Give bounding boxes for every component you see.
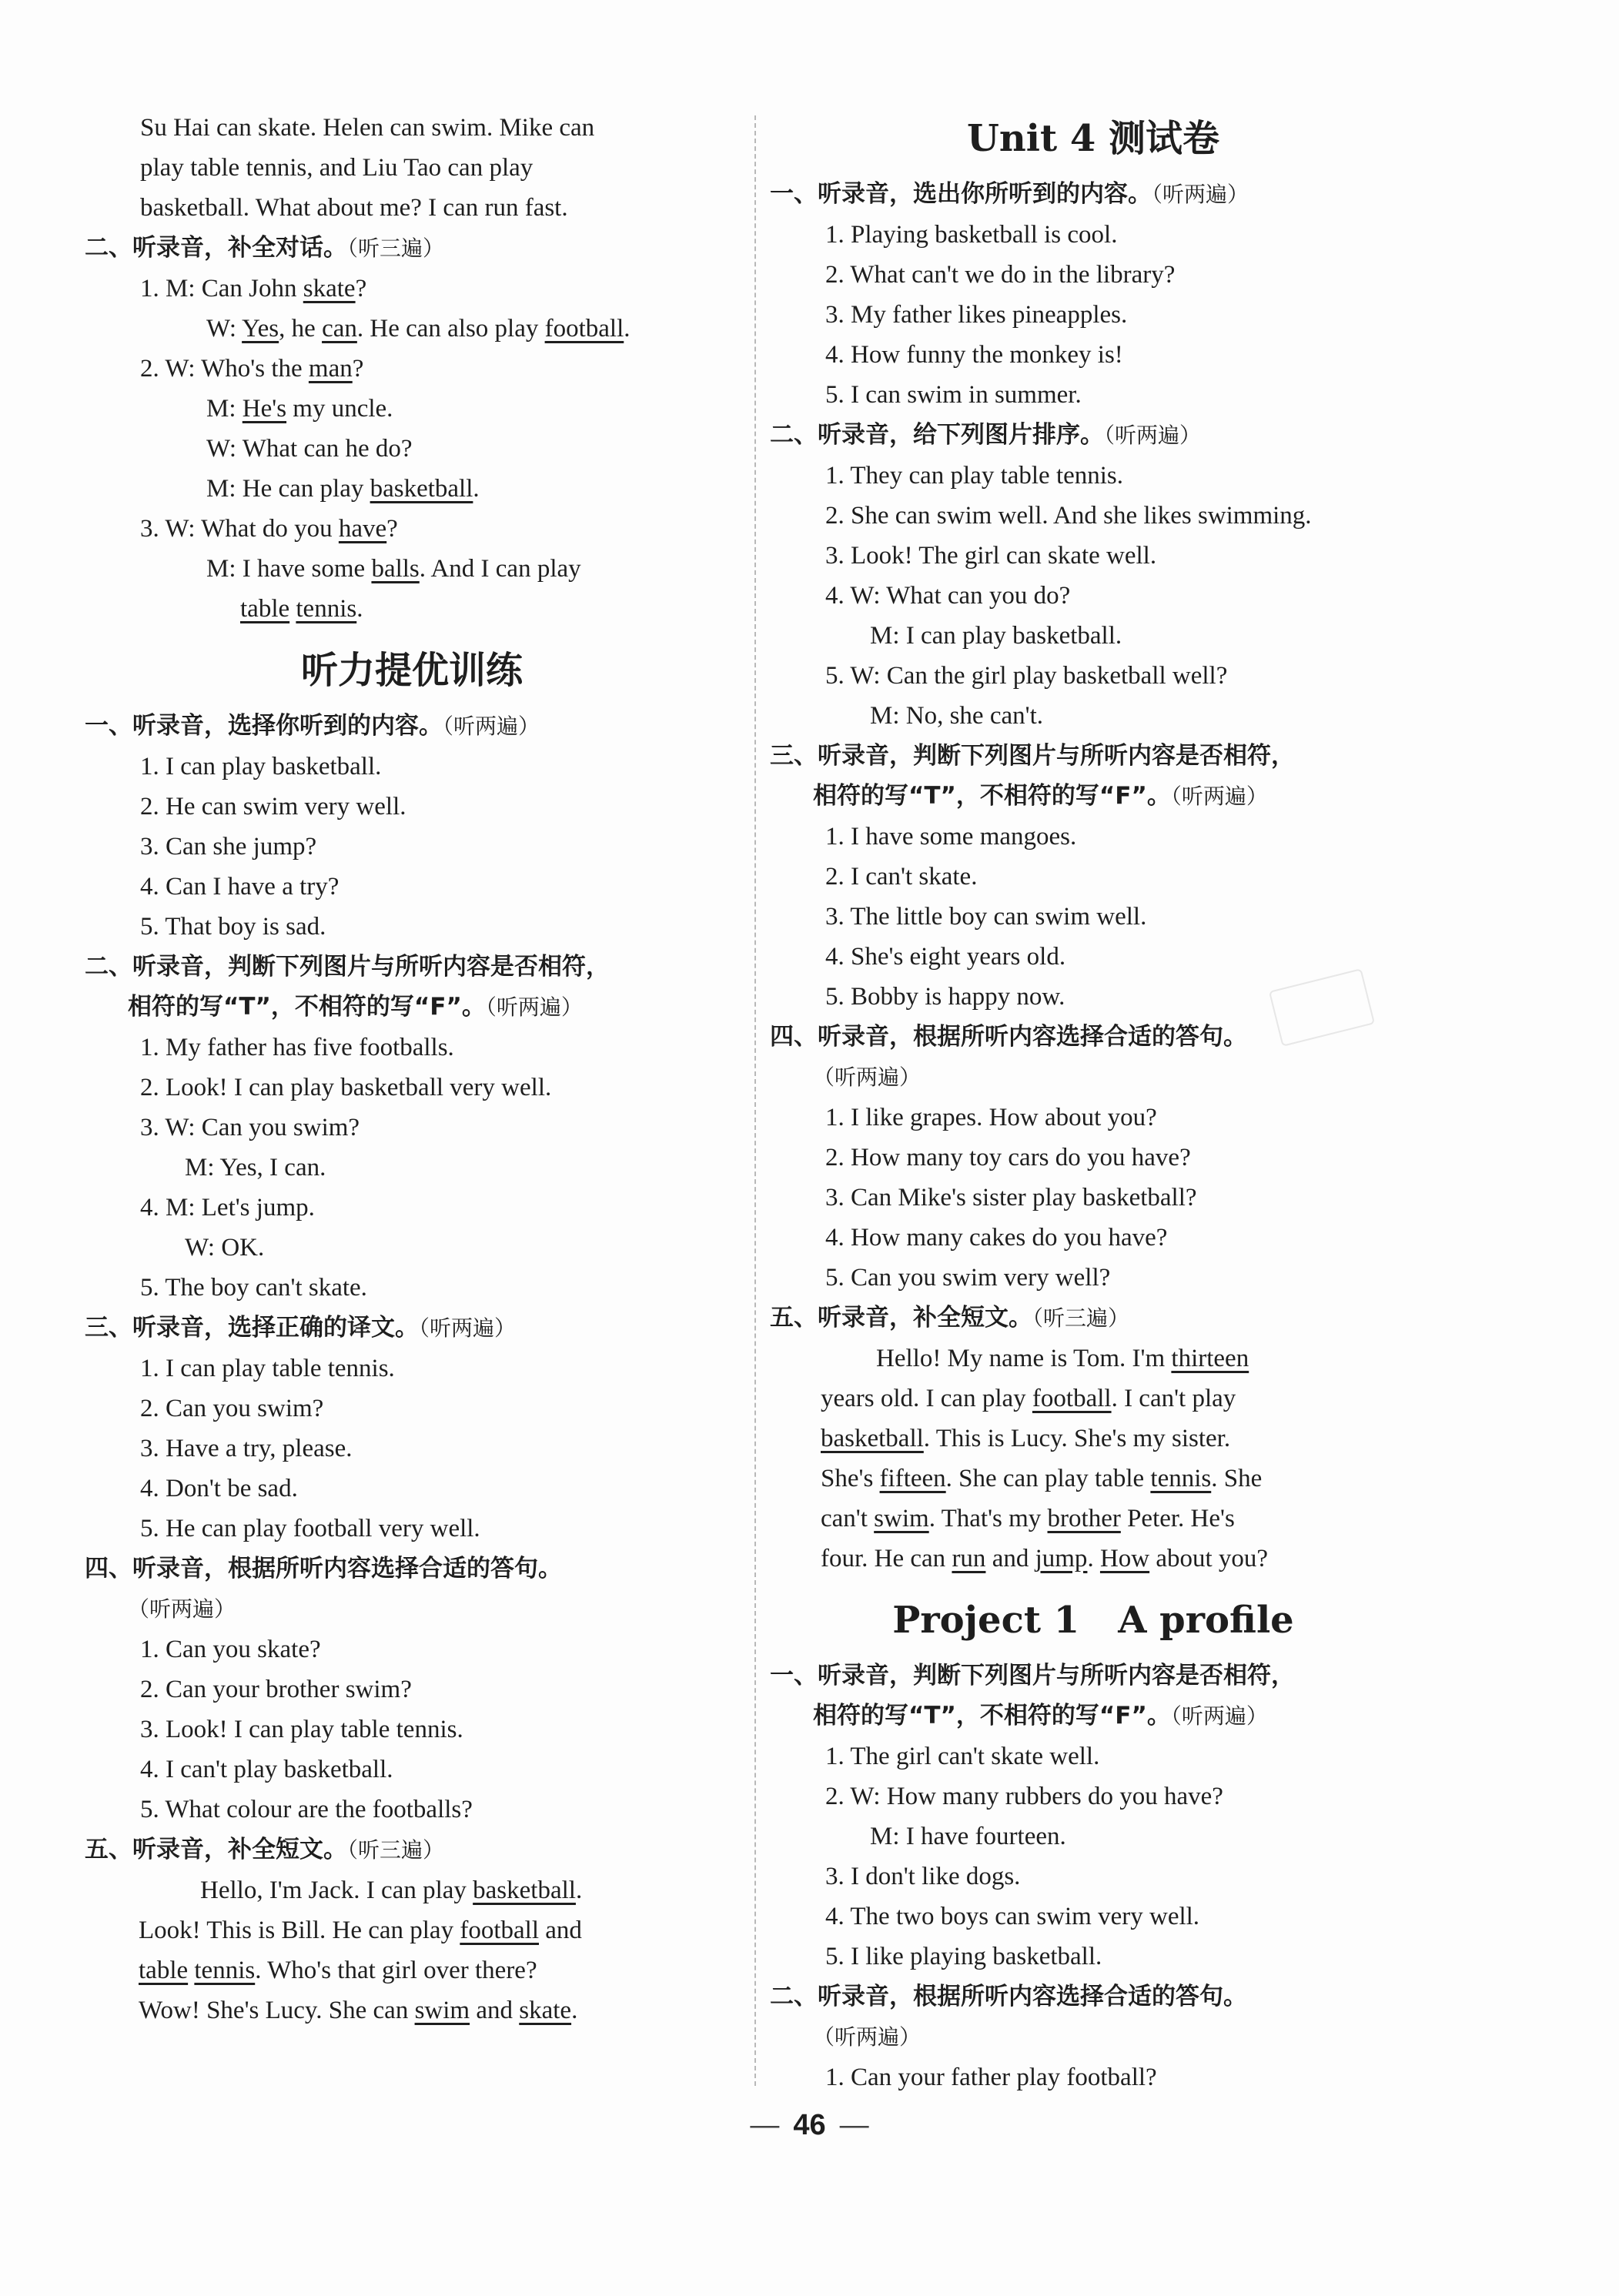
list-item: 5. The boy can't skate. <box>140 1274 367 1302</box>
list-item: 1. I can play table tennis. <box>140 1355 395 1382</box>
list-item: 1. They can play table tennis. <box>825 462 1124 490</box>
dialogue-line: 2. W: Who's the man? <box>140 355 364 383</box>
list-item: 4. I can't play basketball. <box>140 1756 393 1783</box>
section-heading: 三、听录音，选择正确的译文。（听两遍） <box>85 1314 517 1342</box>
list-item: 5. That boy is sad. <box>140 913 326 941</box>
passage-line: basketball. What about me? I can run fast. <box>140 194 568 222</box>
section-heading-note: （听两遍） <box>128 1596 236 1622</box>
section-heading: 四、听录音，根据所听内容选择合适的答句。 <box>770 1023 1247 1051</box>
list-item: 3. Look! I can play table tennis. <box>140 1716 463 1743</box>
list-item: 3. W: Can you swim? <box>140 1114 360 1141</box>
list-item: M: Yes, I can. <box>185 1154 326 1181</box>
left-column <box>85 108 739 2030</box>
passage-line: table tennis. Who's that girl over there? <box>139 1957 537 1984</box>
list-item: 2. I can't skate. <box>825 863 978 891</box>
section-heading: 相符的写“T”，不相符的写“F”。（听两遍） <box>813 782 1268 810</box>
section-title: Unit 4 测试卷 <box>967 117 1219 160</box>
list-item: 4. Can I have a try? <box>140 873 340 901</box>
list-item: 1. I can play basketball. <box>140 753 382 780</box>
list-item: 1. Can you skate? <box>140 1636 321 1663</box>
dialogue-line: 1. M: Can John skate? <box>140 275 367 302</box>
section-heading: 一、听录音，判断下列图片与所听内容是否相符， <box>770 1662 1295 1689</box>
section-heading: 一、听录音，选出你所听到的内容。（听两遍） <box>770 180 1249 208</box>
list-item: 4. How funny the monkey is! <box>825 341 1123 369</box>
passage-line: Wow! She's Lucy. She can swim and skate. <box>139 1997 578 2024</box>
section-heading: 一、听录音，选择你听到的内容。（听两遍） <box>85 712 540 740</box>
section-title: Project 1 A profile <box>892 1599 1294 1642</box>
list-item: 3. My father likes pineapples. <box>825 301 1128 329</box>
passage-line: play table tennis, and Liu Tao can play <box>140 154 534 182</box>
list-item: 2. Can you swim? <box>140 1395 324 1422</box>
list-item: 2. W: How many rubbers do you have? <box>825 1783 1223 1810</box>
list-item: 4. How many cakes do you have? <box>825 1224 1168 1252</box>
list-item: 5. What colour are the footballs? <box>140 1796 473 1823</box>
dialogue-line: W: Yes, he can. He can also play football. <box>206 315 631 343</box>
list-item: 4. Don't be sad. <box>140 1475 298 1502</box>
list-item: 1. Can your father play football? <box>825 2064 1157 2091</box>
list-item: 2. He can swim very well. <box>140 793 406 820</box>
list-item: M: No, she can't. <box>870 702 1043 730</box>
dialogue-line: 3. W: What do you have? <box>140 515 398 543</box>
passage-line: years old. I can play football. I can't play <box>821 1385 1236 1412</box>
dialogue-line: M: I have some balls. And I can play <box>206 555 581 583</box>
list-item: 5. I like playing basketball. <box>825 1943 1102 1970</box>
list-item: 3. Can Mike's sister play basketball? <box>825 1184 1197 1211</box>
list-item: 3. I don't like dogs. <box>825 1863 1021 1890</box>
section-heading: 三、听录音，判断下列图片与所听内容是否相符， <box>770 742 1295 770</box>
section-heading: 二、听录音，根据所听内容选择合适的答句。 <box>770 1983 1247 2010</box>
section-heading-note: （听两遍） <box>813 1064 922 1090</box>
list-item: M: I have fourteen. <box>870 1823 1066 1850</box>
section-heading: 四、听录音，根据所听内容选择合适的答句。 <box>85 1555 562 1582</box>
passage-line: She's fifteen. She can play table tennis. She <box>821 1465 1263 1492</box>
list-item: 1. My father has five footballs. <box>140 1034 454 1061</box>
list-item: 4. W: What can you do? <box>825 582 1071 610</box>
list-item: 2. How many toy cars do you have? <box>825 1144 1191 1171</box>
passage-line: Hello! My name is Tom. I'm thirteen <box>876 1345 1249 1372</box>
list-item: 4. She's eight years old. <box>825 943 1066 971</box>
list-item: 5. Can you swim very well? <box>825 1264 1111 1292</box>
list-item: 2. What can't we do in the library? <box>825 261 1176 289</box>
list-item: 1. I have some mangoes. <box>825 823 1077 851</box>
list-item: M: I can play basketball. <box>870 622 1122 650</box>
dialogue-line: W: What can he do? <box>206 435 413 463</box>
list-item: 3. Can she jump? <box>140 833 317 861</box>
list-item: 2. She can swim well. And she likes swimming. <box>825 502 1312 530</box>
dialogue-line: M: He's my uncle. <box>206 395 393 423</box>
dialogue-line: table tennis. <box>240 595 363 623</box>
section-heading: 二、听录音，补全对话。（听三遍） <box>85 234 445 262</box>
dialogue-line: M: He can play basketball. <box>206 475 480 503</box>
passage-line: Hello, I'm Jack. I can play basketball. <box>200 1877 583 1904</box>
list-item: 5. I can swim in summer. <box>825 381 1082 409</box>
passage-line: basketball. This is Lucy. She's my sister. <box>821 1425 1231 1452</box>
section-heading: 五、听录音，补全短文。（听三遍） <box>85 1836 445 1863</box>
list-item: 4. The two boys can swim very well. <box>825 1903 1200 1930</box>
passage-line: Su Hai can skate. Helen can swim. Mike can <box>140 114 595 142</box>
list-item: 1. Playing basketball is cool. <box>825 221 1118 249</box>
section-heading: 二、听录音，给下列图片排序。（听两遍） <box>770 421 1202 449</box>
list-item: 1. I like grapes. How about you? <box>825 1104 1157 1131</box>
passage-line: four. He can run and jump. How about you? <box>821 1545 1269 1572</box>
list-item: 5. Bobby is happy now. <box>825 983 1065 1011</box>
passage-line: can't swim. That's my brother Peter. He's <box>821 1505 1235 1532</box>
section-title: 听力提优训练 <box>300 649 523 692</box>
passage-line: Look! This is Bill. He can play football and <box>139 1917 582 1944</box>
section-heading-note: （听两遍） <box>813 2024 922 2050</box>
section-heading: 二、听录音，判断下列图片与所听内容是否相符， <box>85 953 610 981</box>
list-item: 2. Can your brother swim? <box>140 1676 412 1703</box>
list-item: 3. The little boy can swim well. <box>825 903 1147 931</box>
column-divider <box>754 115 756 2086</box>
section-heading: 五、听录音，补全短文。（听三遍） <box>770 1304 1130 1332</box>
right-column <box>770 108 1417 2097</box>
list-item: 4. M: Let's jump. <box>140 1194 315 1222</box>
list-item: 3. Have a try, please. <box>140 1435 353 1462</box>
section-heading: 相符的写“T”，不相符的写“F”。（听两遍） <box>128 993 583 1021</box>
page-number: — 46 — <box>750 2109 869 2141</box>
list-item: 2. Look! I can play basketball very well. <box>140 1074 552 1101</box>
list-item: 3. Look! The girl can skate well. <box>825 542 1157 570</box>
list-item: 1. The girl can't skate well. <box>825 1743 1100 1770</box>
list-item: W: OK. <box>185 1234 265 1262</box>
list-item: 5. He can play football very well. <box>140 1515 480 1542</box>
section-heading: 相符的写“T”，不相符的写“F”。（听两遍） <box>813 1702 1268 1730</box>
list-item: 5. W: Can the girl play basketball well? <box>825 662 1228 690</box>
